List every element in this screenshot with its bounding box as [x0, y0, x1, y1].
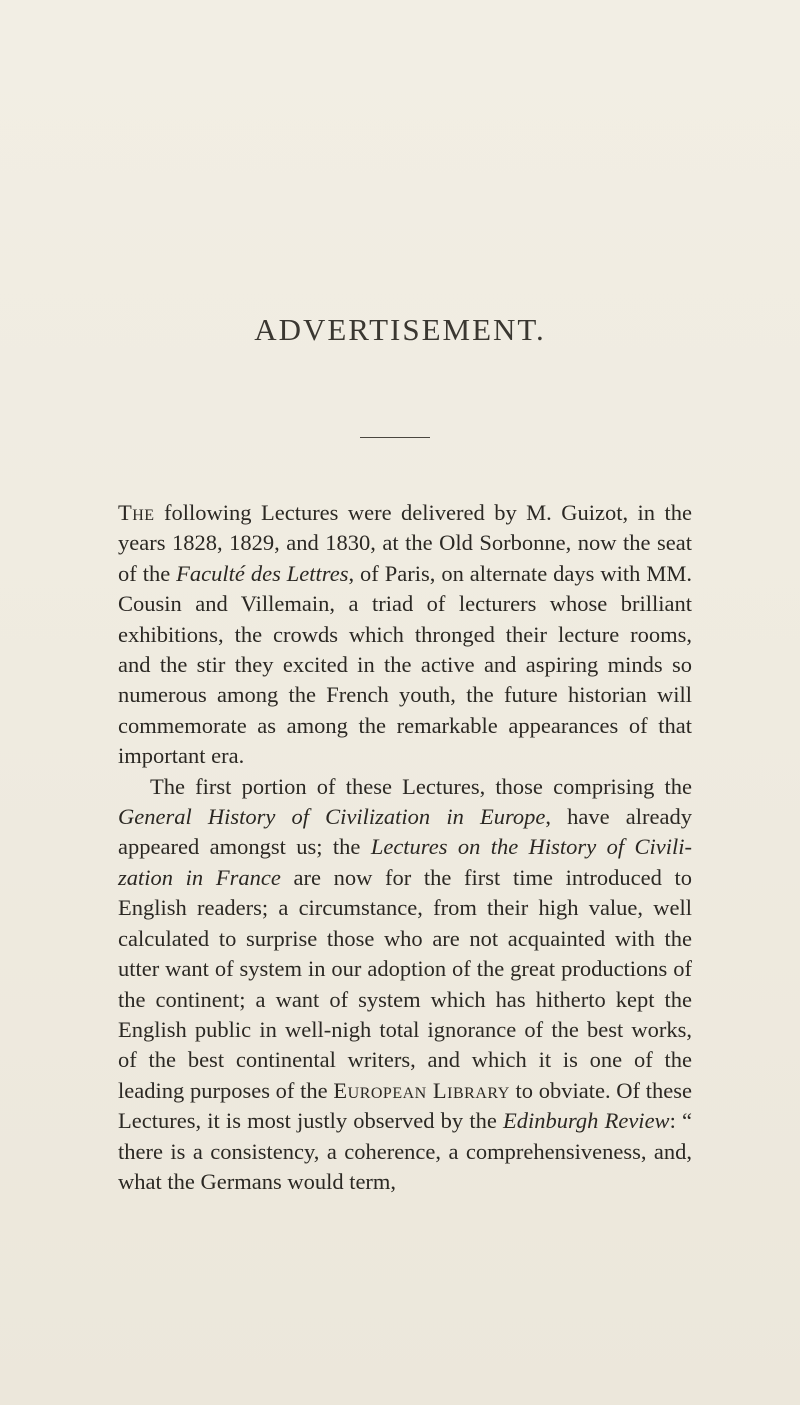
paragraph-1: [118, 498, 692, 772]
paragraph-2: [118, 772, 692, 1198]
heading-divider: [360, 437, 430, 438]
paragraph-2-text-d: to obviate. Of these Lectures, it is most justly observed by the: [118, 1077, 693, 1134]
edinburgh-review-title: Edinburgh Review: [503, 1108, 670, 1134]
page-heading: ADVERTISEMENT.: [254, 312, 546, 347]
faculte-des-lettres-title: Faculté des Lettres: [176, 560, 349, 586]
paragraph-2-text-a: The first portion of these Lectures, those comprising the: [150, 773, 692, 799]
paragraph-2-text-c: are now for the first time introduced to English readers; a circumstance, from their high value, well calculated to surprise those who are not acquainted with the utter want of system in our adoption of the great productions of the continent; a want of system which has hitherto kept the English public in well-nigh total ignorance of the best works, of the best continental writers, and which it is one of the leading purposes of the: [118, 864, 692, 1103]
paragraph-1-text-a: following Lectures were delivered by M. Guizot, in the years 1828, 1829, and 1830, at the Old Sorbonne, now the seat of the: [118, 500, 692, 586]
european-library-name: European Library: [333, 1077, 510, 1103]
paragraph-1-opening-word: The: [118, 500, 155, 525]
paragraph-2-text-e: : “ there is a consistency, a coherence, a comprehensiveness, and, what the Germans would term,: [118, 1108, 692, 1194]
paragraph-1-text-b: , of Paris, on alternate days with MM. Cousin and Villemain, a triad of lecturers whose brilliant exhibitions, the crowds which thronged their lecture rooms, and the stir they excited in the active and aspiring minds so numerous among the French youth, the future historian will commemorate as among the remarkable appearances of that important era.: [118, 560, 692, 769]
advertisement-body: [118, 498, 692, 1197]
paragraph-2-text-b: , have already appeared amongst us; the: [118, 804, 692, 860]
general-history-title: General History of Civilization in Europe: [118, 804, 546, 830]
history-of-civilization-in-france-title: Lectures on the History of Civilization in France: [118, 834, 692, 890]
